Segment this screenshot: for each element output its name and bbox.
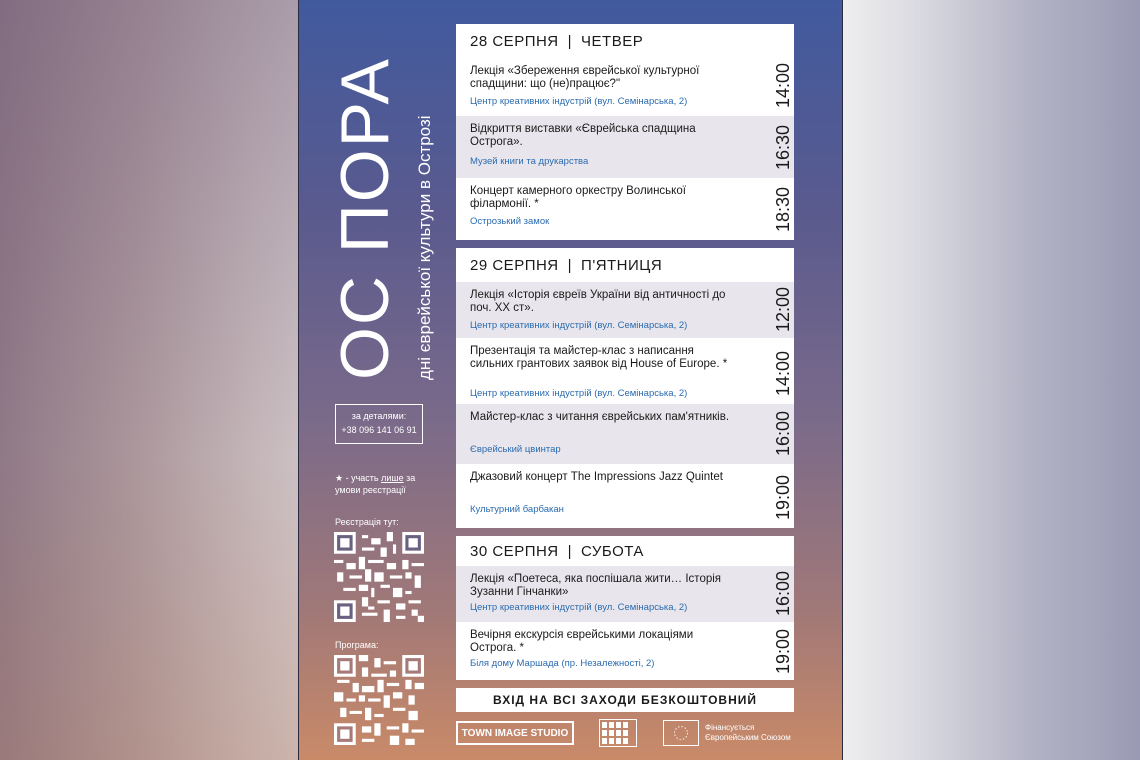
event-place: Єврейський цвинтар [470, 444, 561, 455]
eu-funding-line1: Фінансується [705, 723, 755, 732]
day-header [456, 248, 794, 282]
event-time: 19:00 [773, 474, 793, 520]
day-card-3 [456, 536, 794, 680]
event-place: Біля дому Маршада (пр. Незалежності, 2) [470, 658, 655, 669]
event-place: Культурний барбакан [470, 504, 564, 515]
event-title: Вечірня екскурсія єврейськими локаціями Острога. * [470, 629, 694, 654]
event-item [456, 622, 794, 680]
event-time: 19:00 [773, 628, 793, 674]
event-place: Острозький замок [470, 216, 550, 227]
day-weekday: ЧЕТВЕР [581, 32, 644, 50]
day-header [456, 24, 794, 58]
blurred-background [0, 0, 300, 760]
event-item [456, 566, 794, 622]
event-time: 14:00 [773, 62, 793, 108]
eu-funding-text [705, 723, 805, 743]
event-title: Лекція «Історія євреїв України від античності до поч. ХХ ст». [470, 289, 726, 314]
poster-subtitle: дні єврейської культури в Острозі [415, 115, 434, 380]
event-title: Відкриття виставки «Єврейська спадщина Острога». [470, 123, 696, 148]
note-emphasis: лише [381, 473, 404, 483]
event-title: Лекція «Поетеса, яка поспішала жити… Історія Зузанни Гінчанки» [470, 573, 722, 598]
day-weekday: П'ЯТНИЦЯ [581, 256, 663, 274]
event-title: Концерт камерного оркестру Волинської філармонії. * [470, 185, 686, 210]
town-image-studio-logo: TOWN IMAGE STUDIO [456, 721, 574, 745]
day-date: 29 СЕРПНЯ [470, 256, 559, 274]
event-item [456, 464, 794, 528]
event-time: 18:30 [773, 186, 793, 232]
separator: | [567, 542, 573, 560]
day-date: 28 СЕРПНЯ [470, 32, 559, 50]
event-place: Центр креативних індустрій (вул. Семінарська, 2) [470, 388, 688, 399]
registration-label: Реєстрація тут: [335, 517, 399, 527]
event-place: Музей книги та друкарства [470, 156, 589, 167]
event-title: Лекція «Збереження єврейської культурної спадщини: що (не)працює?" [470, 65, 700, 90]
contact-box [335, 404, 423, 444]
house-of-europe-logo [599, 719, 637, 747]
separator: | [567, 256, 573, 274]
day-header [456, 536, 794, 566]
event-time: 16:00 [773, 410, 793, 456]
event-time: 12:00 [773, 286, 793, 332]
event-title: Презентація та майстер-клас з написання сильних грантових заявок від House of Europe. * [470, 345, 728, 370]
eu-funding-block [663, 720, 801, 746]
event-time: 14:00 [773, 350, 793, 396]
event-title: Джазовий концерт The Impressions Jazz Quintet [470, 471, 723, 483]
eu-flag-icon [663, 720, 699, 746]
event-place: Центр креативних індустрій (вул. Семінарська, 2) [470, 602, 688, 613]
event-poster [298, 0, 843, 760]
day-weekday: СУБОТА [581, 542, 644, 560]
poster-title: ОС ПОРА [327, 57, 403, 380]
contact-phone[interactable]: +38 096 141 06 91 [341, 425, 417, 435]
event-item [456, 116, 794, 178]
event-item [456, 282, 794, 338]
day-card-2 [456, 248, 794, 528]
event-item [456, 338, 794, 404]
program-qr-code[interactable] [334, 655, 424, 745]
registration-qr-code[interactable] [334, 532, 424, 622]
event-time: 16:00 [773, 570, 793, 616]
registration-note [335, 472, 431, 496]
event-title: Майстер-клас з читання єврейських пам'ятників. [470, 411, 730, 423]
event-place: Центр креативних індустрій (вул. Семінарська, 2) [470, 320, 688, 331]
event-item [456, 58, 794, 116]
day-date: 30 СЕРПНЯ [470, 542, 559, 560]
separator: | [567, 32, 573, 50]
program-label: Програма: [335, 640, 379, 650]
event-place: Центр креативних індустрій (вул. Семінарська, 2) [470, 96, 688, 107]
free-entry-banner: ВХІД НА ВСІ ЗАХОДИ БЕЗКОШТОВНИЙ [456, 688, 794, 712]
note-prefix: ★ - участь [335, 473, 382, 483]
day-card-1 [456, 24, 794, 240]
event-time: 16:30 [773, 124, 793, 170]
event-item [456, 404, 794, 464]
eu-funding-line2: Європейським Союзом [705, 733, 791, 742]
event-item [456, 178, 794, 240]
note-suffix: за умови реєстрації [335, 473, 416, 495]
contact-label: за деталями: [351, 411, 407, 421]
